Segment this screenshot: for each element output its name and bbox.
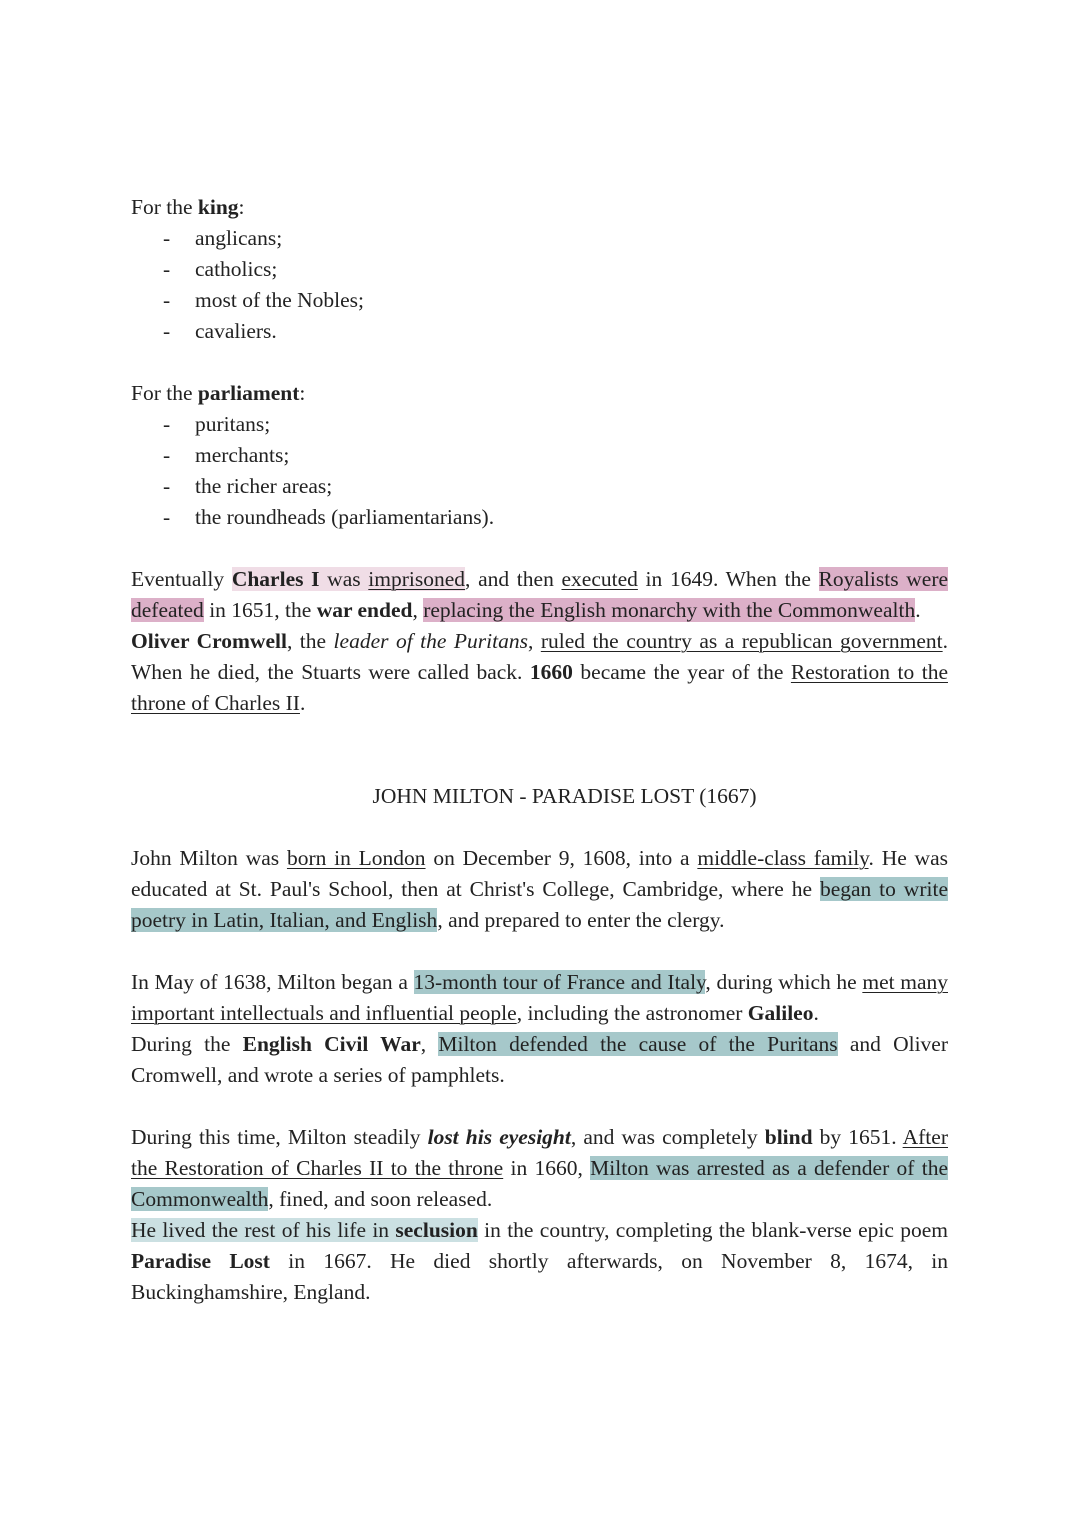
king-heading: For the king: [131,195,245,219]
cromwell-paragraph: Oliver Cromwell, the leader of the Puritans, ruled the country as a republican government. When he died, the Stuarts were called back. 1660 became the year of the Restoration to the throne of Charles II. [131,629,949,715]
list-item: - cavaliers. [195,316,948,347]
parliament-supporters-list [131,409,948,533]
milton-tour-paragraph: In May of 1638, Milton began a 13-month tour of France and Italy, during which he met many important intellectuals and influential people, including the astronomer Galileo. [131,970,948,1025]
list-item: - catholics; [195,254,948,285]
section-title: JOHN MILTON - PARADISE LOST (1667) [372,784,757,808]
charles-i-text: Charles I [231,567,320,591]
list-item: - most of the Nobles; [195,285,948,316]
civil-war-paragraph: Eventually Charles I was imprisoned, and then executed in 1649. When the Royalists were defeated in 1651, the war ended, replacing the English monarchy with the Commonwealth. [131,567,949,622]
milton-birth-paragraph: John Milton was born in London on December 9, 1608, into a middle-class family. He was educated at St. Paul's School, then at Christ's College, Cambridge, where he began to write poetry in Latin, Italian, and English, and prepared to enter the clergy. [131,846,948,932]
king-supporters-list [131,223,948,347]
parliament-keyword: parliament [197,381,300,405]
milton-civil-war-paragraph: During the English Civil War, Milton defended the cause of the Puritans and Oliver Cromwell, and wrote a series of pamphlets. [131,1032,948,1087]
milton-seclusion-paragraph: He lived the rest of his life in seclusion in the country, completing the blank-verse epic poem Paradise Lost in 1667. He died shortly afterwards, on November 8, 1674, in Buckinghamshire, England. [131,1218,948,1304]
milton-blindness-paragraph: During this time, Milton steadily lost his eyesight, and was completely blind by 1651. After the Restoration of Charles II to the throne in 1660, Milton was arrested as a defender of the Commonwealth, fined, and soon released. [131,1125,948,1211]
list-item: - the richer areas; [195,471,948,502]
list-item: - the roundheads (parliamentarians). [195,502,948,533]
list-item: - anglicans; [195,223,948,254]
parliament-heading: For the parliament: [131,381,306,405]
list-item: - merchants; [195,440,948,471]
list-item: - puritans; [195,409,948,440]
king-keyword: king [197,195,239,219]
